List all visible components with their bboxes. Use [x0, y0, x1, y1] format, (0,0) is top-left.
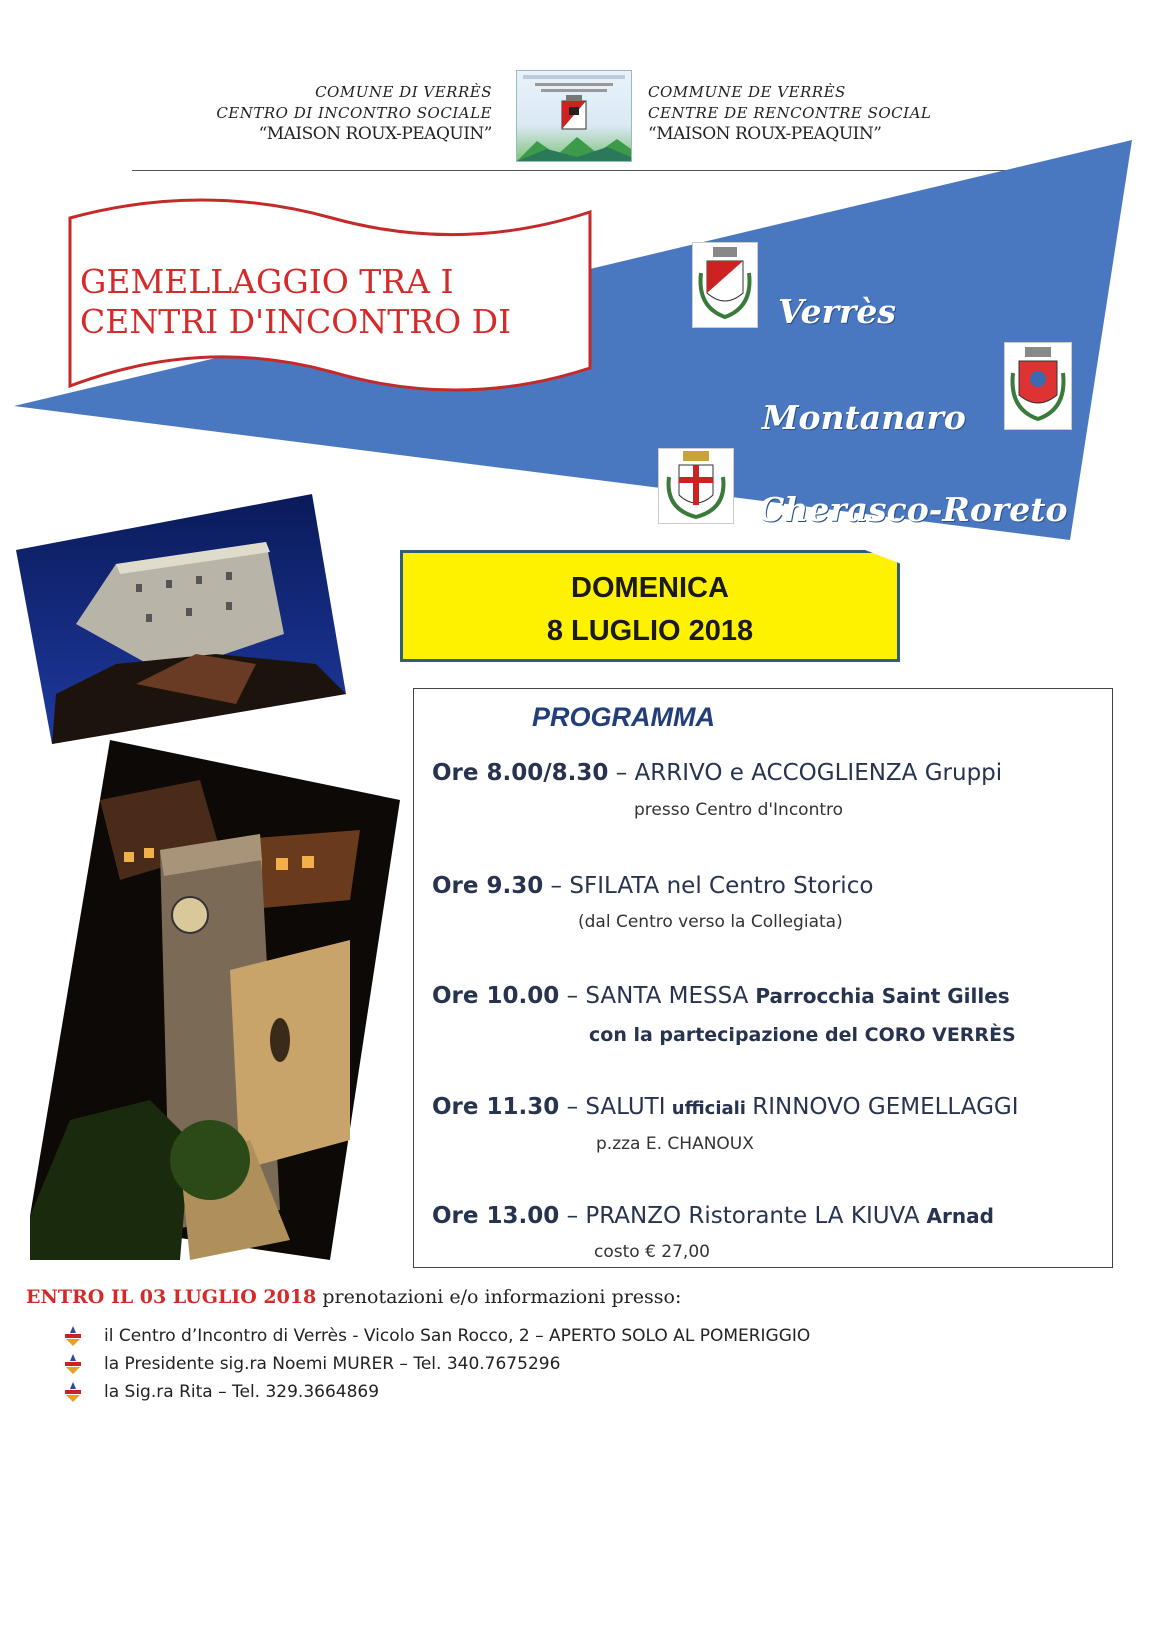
- event-1-desc: ARRIVO e ACCOGLIENZA Gruppi: [634, 760, 1003, 786]
- event-1-main: Ore 8.00/8.30 – ARRIVO e ACCOGLIENZA Gruppi: [432, 760, 1003, 786]
- event-4-time: Ore 11.30: [432, 1094, 560, 1120]
- header-left-line1: COMUNE DI VERRÈS: [315, 83, 492, 101]
- castle-night-photo: [16, 494, 346, 744]
- date-weekday: DOMENICA: [571, 572, 729, 604]
- event-5-desc: PRANZO Ristorante LA KIUVA: [585, 1203, 920, 1229]
- contact-item-3: [62, 1382, 379, 1402]
- event-1-time: Ore 8.00/8.30: [432, 760, 609, 786]
- arrow-bullet-icon: [62, 1382, 84, 1402]
- event-2-main: Ore 9.30 – SFILATA nel Centro Storico: [432, 873, 874, 899]
- contact-item-2-text: la Presidente sig.ra Noemi MURER – Tel. 340.7675296: [104, 1354, 561, 1374]
- header-right-line2: CENTRE DE RENCONTRE SOCIAL: [648, 104, 932, 122]
- event-title: [80, 262, 580, 342]
- header-left-line3: “MAISON ROUX-PEAQUIN”: [258, 124, 492, 144]
- event-4-extra: ufficiali: [665, 1098, 753, 1119]
- header-right-block: [648, 82, 1028, 145]
- event-5-time: Ore 13.00: [432, 1203, 560, 1229]
- booking-deadline: [26, 1286, 681, 1308]
- arrow-bullet-icon: [62, 1326, 84, 1346]
- town-night-photo: [30, 740, 400, 1260]
- event-2-sub: (dal Centro verso la Collegiata): [578, 912, 843, 932]
- deadline-text: prenotazioni e/o informazioni presso:: [316, 1286, 682, 1308]
- event-4-sub: p.zza E. CHANOUX: [596, 1134, 754, 1154]
- event-2-desc: SFILATA nel Centro Storico: [569, 873, 874, 899]
- montanaro-crest-icon: [1004, 342, 1072, 430]
- contact-item-3-text: la Sig.ra Rita – Tel. 329.3664869: [104, 1382, 380, 1402]
- header-left-block: [130, 82, 492, 145]
- deadline-date: ENTRO IL 03 LUGLIO 2018: [26, 1286, 317, 1308]
- verres-crest-icon: [692, 242, 758, 328]
- event-3-sub: con la partecipazione del CORO VERRÈS: [589, 1024, 1016, 1046]
- event-2-time: Ore 9.30: [432, 873, 544, 899]
- event-1-sub: presso Centro d'Incontro: [634, 800, 844, 820]
- event-3-desc: SANTA MESSA: [585, 983, 749, 1009]
- title-line1: GEMELLAGGIO TRA I: [80, 262, 454, 301]
- event-date: [400, 567, 900, 653]
- town-montanaro: Montanaro: [762, 398, 966, 437]
- event-4-desc2: RINNOVO GEMELLAGGI: [752, 1094, 1019, 1120]
- header-left-line2: CENTRO DI INCONTRO SOCIALE: [216, 104, 492, 122]
- contact-item-1-text: il Centro d’Incontro di Verrès - Vicolo San Rocco, 2 – APERTO SOLO AL POMERIGGIO: [104, 1326, 811, 1346]
- header-right-line3: “MAISON ROUX-PEAQUIN”: [648, 124, 882, 144]
- event-5-sub: costo € 27,00: [594, 1242, 710, 1262]
- town-verres: Verrès: [778, 292, 896, 331]
- arrow-bullet-icon: [62, 1354, 84, 1374]
- event-3-time: Ore 10.00: [432, 983, 560, 1009]
- event-3-extra: Parrocchia Saint Gilles: [748, 984, 1010, 1008]
- date-day: 8 LUGLIO 2018: [546, 615, 754, 647]
- event-4-desc: SALUTI: [585, 1094, 666, 1120]
- header-right-line1: COMMUNE DE VERRÈS: [648, 83, 846, 101]
- title-line2: CENTRI D'INCONTRO DI: [80, 302, 512, 341]
- event-4-main: Ore 11.30 – SALUTI ufficiali RINNOVO GEMELLAGGI: [432, 1094, 1019, 1120]
- town-cherasco-roreto: Cherasco-Roreto: [758, 490, 1068, 529]
- programme-title: PROGRAMMA: [532, 702, 715, 732]
- event-5-extra: Arnad: [919, 1204, 994, 1228]
- event-3-main: Ore 10.00 – SANTA MESSA Parrocchia Saint Gilles: [432, 983, 1010, 1009]
- contact-item-2: [62, 1354, 560, 1374]
- cherasco-crest-icon: [658, 448, 734, 524]
- event-5-main: Ore 13.00 – PRANZO Ristorante LA KIUVA Arnad: [432, 1203, 994, 1229]
- contact-item-1: [62, 1326, 810, 1346]
